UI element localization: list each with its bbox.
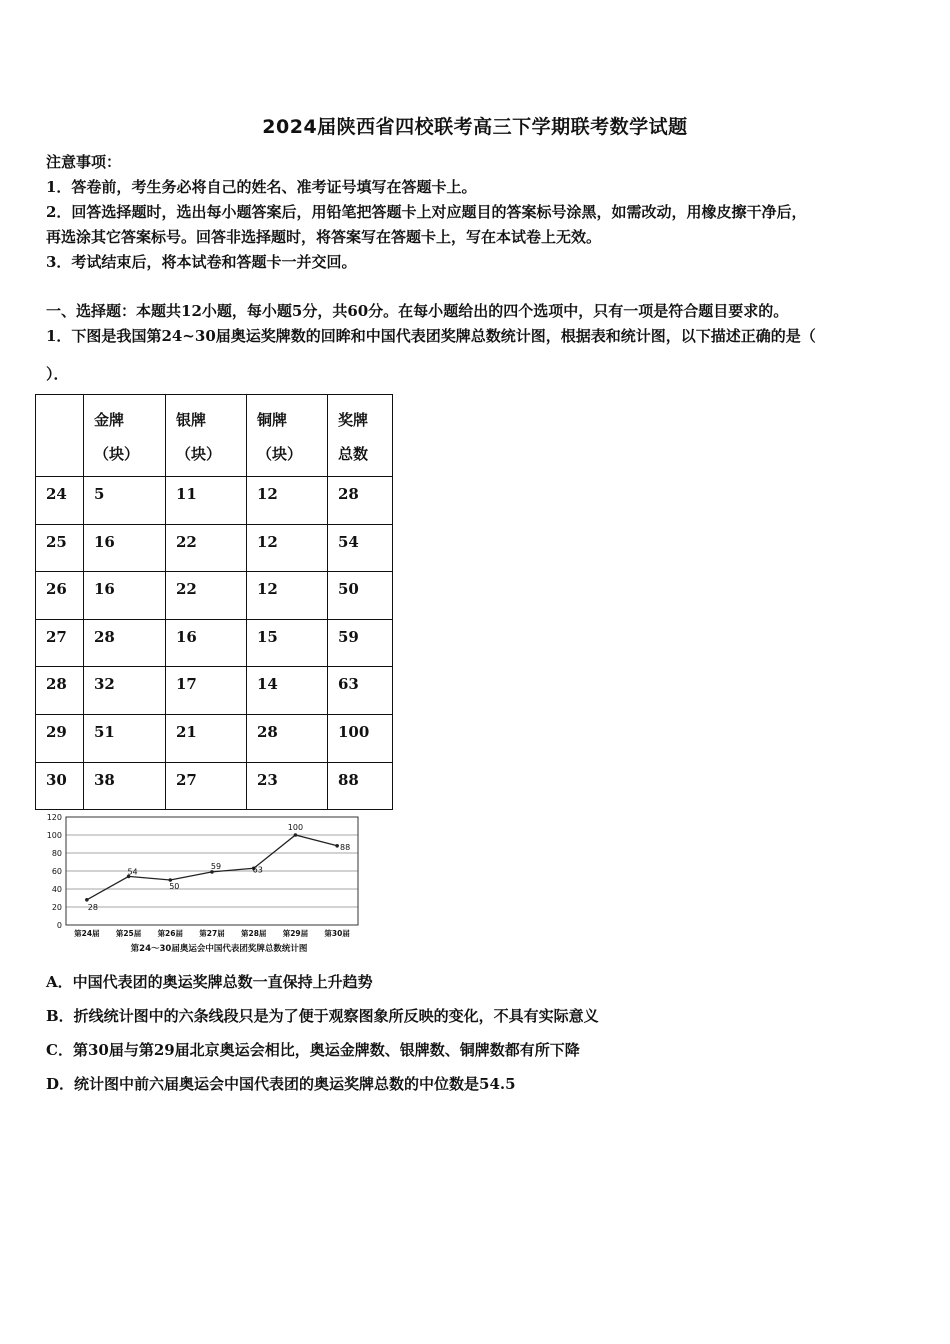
header-cell-silver: 银牌 （块） xyxy=(166,395,247,477)
table-cell: 12 xyxy=(247,477,328,525)
section-heading: 一、选择题：本题共12小题，每小题5分，共60分。在每小题给出的四个选项中，只有一项是符合题目要求的。 xyxy=(46,302,789,320)
table-cell: 22 xyxy=(166,524,247,572)
table-cell: 26 xyxy=(36,572,84,620)
table-cell: 54 xyxy=(328,524,393,572)
table-cell: 28 xyxy=(328,477,393,525)
data-labels xyxy=(88,823,350,912)
table-row xyxy=(36,762,393,810)
y-tick-label: 20 xyxy=(51,903,62,912)
option-c[interactable]: C．第30届与第29届北京奥运会相比，奥运金牌数、银牌数、铜牌数都有所下降 xyxy=(46,1041,580,1059)
table-cell: 17 xyxy=(166,667,247,715)
table-cell: 11 xyxy=(166,477,247,525)
table-cell: 28 xyxy=(36,667,84,715)
y-tick-label: 0 xyxy=(56,921,62,930)
table-cell: 88 xyxy=(328,762,393,810)
data-point xyxy=(294,833,298,837)
question-1-stem-end: ）． xyxy=(46,365,69,383)
option-a[interactable]: A．中国代表团的奥运奖牌总数一直保持上升趋势 xyxy=(46,973,373,991)
data-point xyxy=(85,898,89,902)
data-label: 50 xyxy=(169,882,180,891)
x-tick-label: 第25届 xyxy=(115,929,142,938)
table-cell: 27 xyxy=(36,619,84,667)
table-cell: 25 xyxy=(36,524,84,572)
x-tick-label: 第29届 xyxy=(282,929,309,938)
table-cell: 28 xyxy=(84,619,166,667)
notice-item-2: 2．回答选择题时，选出每小题答案后，用铅笔把答题卡上对应题目的答案标号涂黑，如需改动，用橡皮擦干净后， xyxy=(46,203,807,221)
table-cell: 51 xyxy=(84,714,166,762)
table-cell: 22 xyxy=(166,572,247,620)
table-cell: 14 xyxy=(247,667,328,715)
option-b[interactable]: B．折线统计图中的六条线段只是为了便于观察图象所反映的变化，不具有实际意义 xyxy=(46,1007,599,1025)
table-cell: 29 xyxy=(36,714,84,762)
table-row xyxy=(36,667,393,715)
table-cell: 32 xyxy=(84,667,166,715)
page-title: 2024届陕西省四校联考高三下学期联考数学试题 xyxy=(262,116,688,138)
x-tick-label: 第26届 xyxy=(157,929,184,938)
table-cell: 38 xyxy=(84,762,166,810)
table-cell: 16 xyxy=(84,524,166,572)
header-cell-total: 奖牌 总数 xyxy=(328,395,393,477)
header-cell-bronze: 铜牌 （块） xyxy=(247,395,328,477)
y-tick-labels xyxy=(47,813,62,930)
header-cell-gold: 金牌 （块） xyxy=(84,395,166,477)
table-cell: 30 xyxy=(36,762,84,810)
table-cell: 23 xyxy=(247,762,328,810)
table-cell: 63 xyxy=(328,667,393,715)
table-row xyxy=(36,572,393,620)
x-tick-label: 第28届 xyxy=(240,929,267,938)
table-cell: 100 xyxy=(328,714,393,762)
table-cell: 24 xyxy=(36,477,84,525)
data-label: 88 xyxy=(340,842,351,852)
table-cell: 28 xyxy=(247,714,328,762)
question-1-stem: 1．下图是我国第24~30届奥运奖牌数的回眸和中国代表团奖牌总数统计图，根据表和统计图，以下描述正确的是（ xyxy=(46,327,816,345)
data-label: 28 xyxy=(87,902,98,912)
y-tick-label: 80 xyxy=(51,849,62,858)
table-cell: 16 xyxy=(166,619,247,667)
table-header-row xyxy=(36,395,393,477)
table-cell: 12 xyxy=(247,524,328,572)
table-row xyxy=(36,714,393,762)
y-tick-label: 120 xyxy=(46,813,62,822)
data-point xyxy=(335,844,339,848)
medal-table xyxy=(35,394,393,810)
table-row xyxy=(36,619,393,667)
table-cell: 12 xyxy=(247,572,328,620)
x-tick-labels xyxy=(74,928,350,938)
header-cell-session xyxy=(36,395,84,477)
table-cell: 16 xyxy=(84,572,166,620)
table-cell: 50 xyxy=(328,572,393,620)
table-row xyxy=(36,524,393,572)
medal-line-chart xyxy=(36,810,366,960)
x-tick-label: 第24届 xyxy=(74,929,100,938)
chart-title: 第24～30届奥运会中国代表团奖牌总数统计图 xyxy=(130,944,308,954)
table-cell: 21 xyxy=(166,714,247,762)
notice-item-2-cont: 再选涂其它答案标号。回答非选择题时，将答案写在答题卡上，写在本试卷上无效。 xyxy=(46,228,602,246)
x-tick-label: 第27届 xyxy=(199,929,225,938)
table-cell: 27 xyxy=(166,762,247,810)
x-tick-label: 第30届 xyxy=(324,929,350,938)
data-label: 59 xyxy=(210,861,222,871)
data-label: 63 xyxy=(252,865,263,875)
table-row xyxy=(36,477,393,525)
option-d[interactable]: D．统计图中前六届奥运会中国代表团的奥运奖牌总数的中位数是54.5 xyxy=(46,1075,516,1093)
notice-heading: 注意事项： xyxy=(46,153,122,171)
data-label: 100 xyxy=(287,823,304,832)
chart-svg xyxy=(36,810,366,960)
data-label: 54 xyxy=(127,867,138,877)
notice-item-1: 1．答卷前，考生务必将自己的姓名、准考证号填写在答题卡上。 xyxy=(46,178,477,196)
y-tick-label: 40 xyxy=(51,885,62,894)
y-tick-label: 60 xyxy=(51,867,62,876)
table-cell: 5 xyxy=(84,477,166,525)
table-cell: 15 xyxy=(247,619,328,667)
notice-item-3: 3．考试结束后，将本试卷和答题卡一并交回。 xyxy=(46,253,357,271)
table-cell: 59 xyxy=(328,619,393,667)
y-tick-label: 100 xyxy=(46,831,62,840)
